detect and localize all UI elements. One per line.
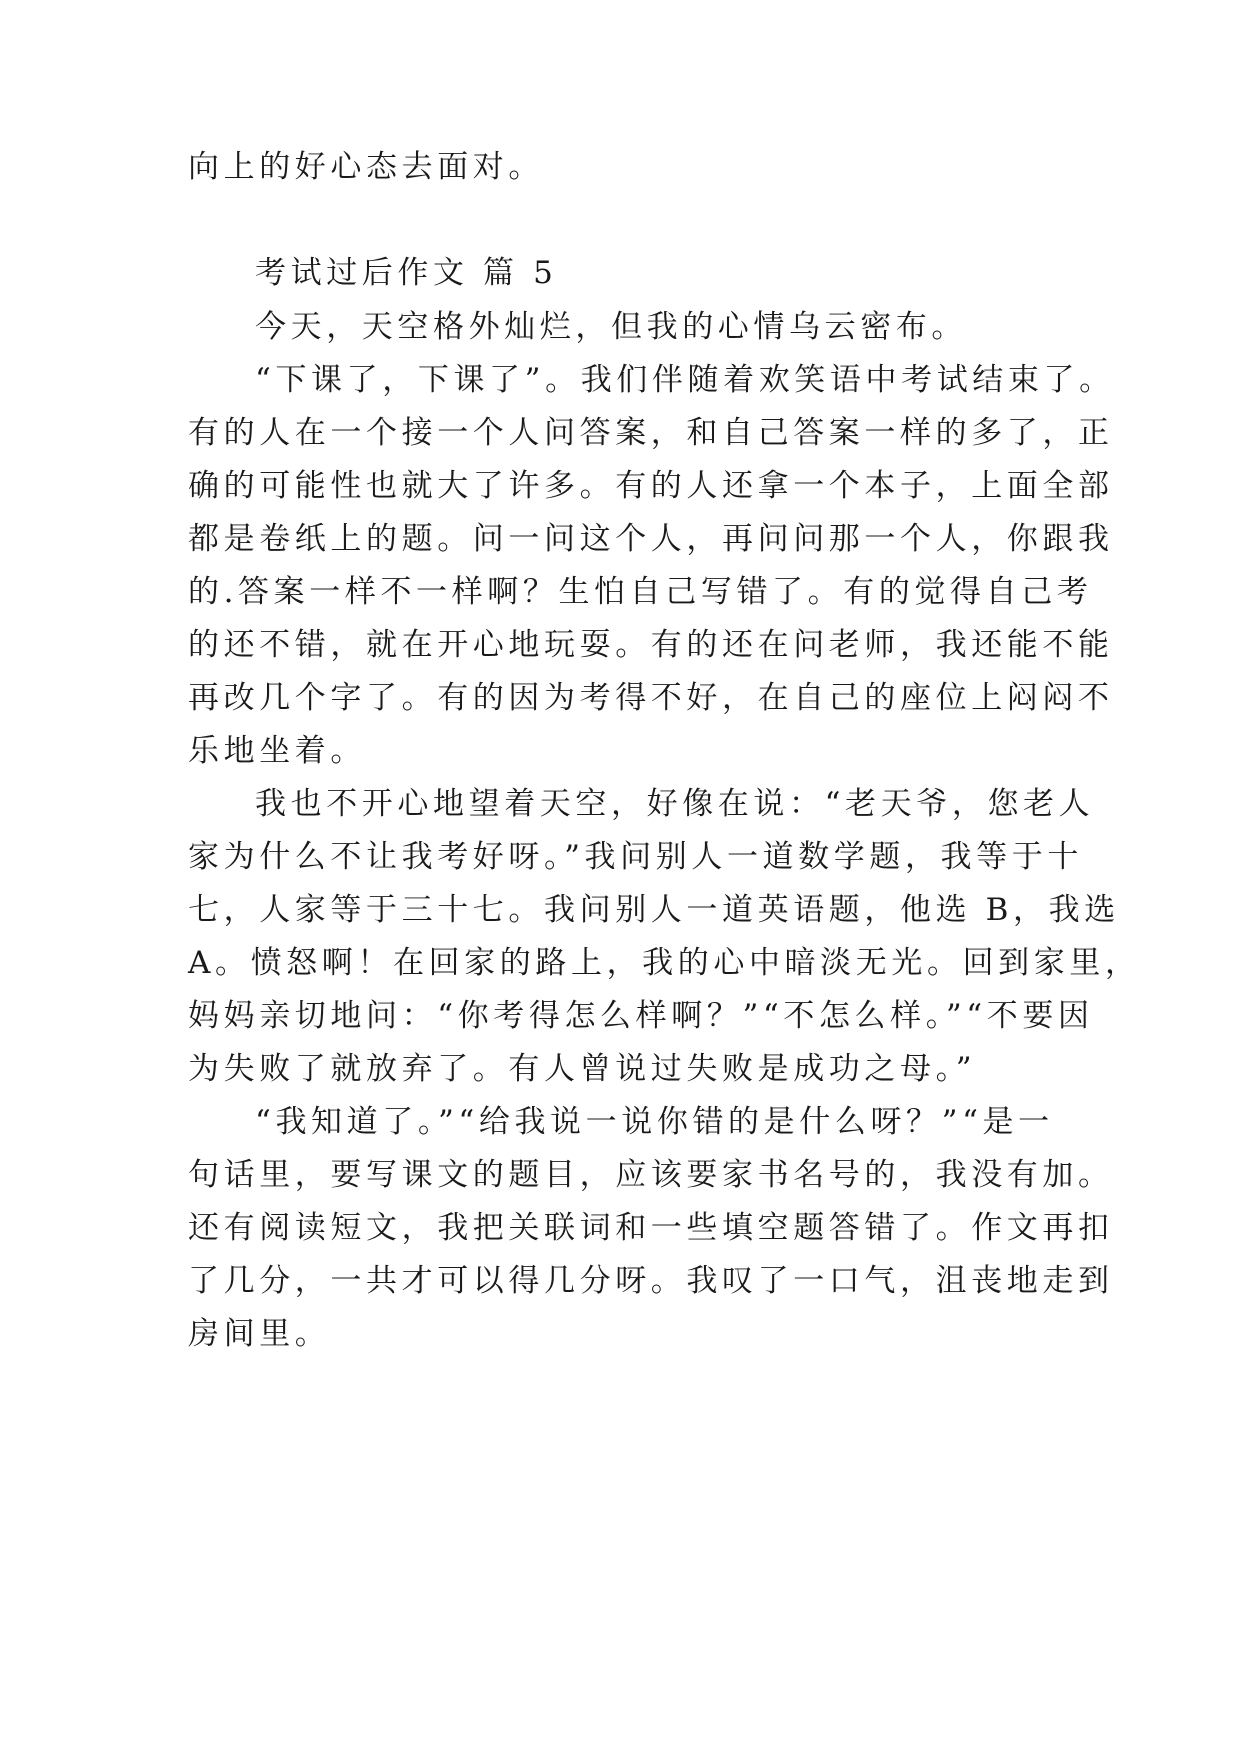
paragraph-line: “下课了，下课了”。我们伴随着欢笑语中考试结束了。 [255,362,1115,398]
paragraph-line: 七，人家等于三十七。我问别人一道英语题，他选 B，我选 [188,892,1120,928]
paragraph-line: 再改几个字了。有的因为考得不好，在自己的座位上闷闷不 [188,680,1114,716]
paragraph-line: 为失败了就放弃了。有人曾说过失败是成功之母。” [188,1051,977,1087]
paragraph-line: 还有阅读短文，我把关联词和一些填空题答错了。作文再扣 [188,1210,1114,1246]
paragraph-line: 妈妈亲切地问：“你考得怎么样啊？”“不怎么样。”“不要因 [188,998,1094,1034]
paragraph-line: 的.答案一样不一样啊？生怕自己写错了。有的觉得自己考 [188,574,1093,610]
paragraph-line: “我知道了。”“给我说一说你错的是什么呀？”“是一 [255,1104,1054,1140]
section-heading: 考试过后作文 篇 5 [255,255,558,291]
paragraph-line: 向上的好心态去面对。 [188,149,544,185]
paragraph-line: 我也不开心地望着天空，好像在说：“老天爷，您老人 [255,786,1095,822]
paragraph-line: 乐地坐着。 [188,733,366,769]
paragraph-line: 今天，天空格外灿烂，但我的心情乌云密布。 [255,309,967,345]
paragraph-line: 有的人在一个接一个人问答案，和自己答案一样的多了，正 [188,415,1114,451]
paragraph-line: 句话里，要写课文的题目，应该要家书名号的，我没有加。 [188,1157,1114,1193]
paragraph-line: 房间里。 [188,1316,331,1352]
paragraph-line: 的还不错，就在开心地玩耍。有的还在问老师，我还能不能 [188,627,1114,663]
paragraph-line: 了几分，一共才可以得几分呀。我叹了一口气，沮丧地走到 [188,1263,1114,1299]
paragraph-line: 确的可能性也就大了许多。有的人还拿一个本子，上面全部 [188,468,1114,504]
paragraph-line: 家为什么不让我考好呀。”我问别人一道数学题，我等于十 [188,839,1083,875]
paragraph-line: 都是卷纸上的题。问一问这个人，再问问那一个人，你跟我 [188,521,1114,557]
paragraph-line: A。愤怒啊！在回家的路上，我的心中暗淡无光。回到家里， [188,945,1141,981]
